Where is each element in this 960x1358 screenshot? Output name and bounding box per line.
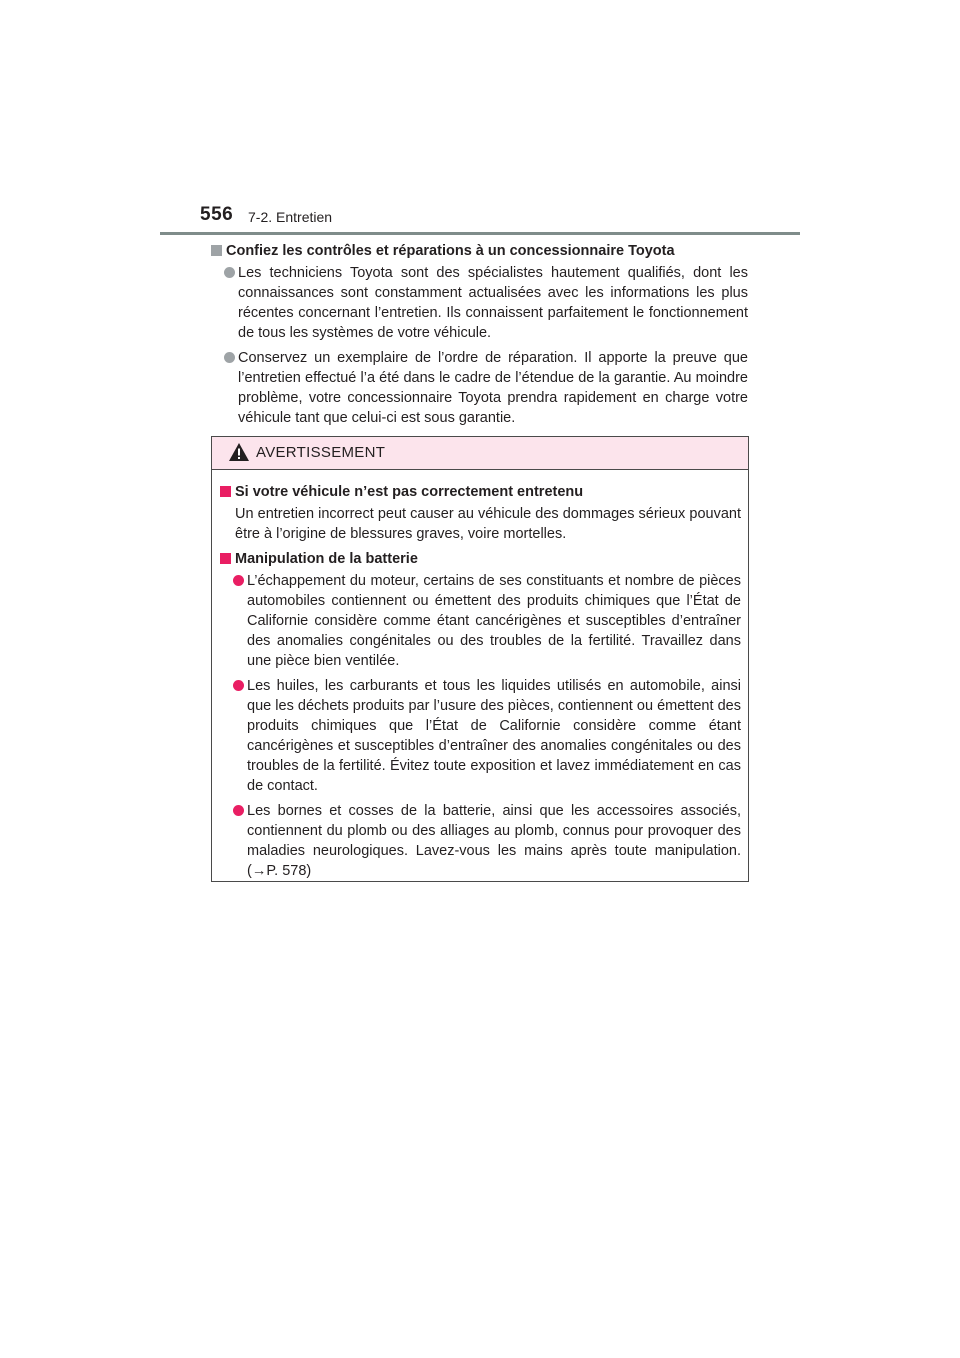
circle-bullet-icon: [224, 267, 235, 278]
circle-bullet-icon: [233, 680, 244, 691]
main-heading-text: Confiez les contrôles et réparations à un concessionnaire Toyota: [226, 243, 675, 259]
main-heading: [210, 241, 748, 261]
warning-box: [211, 436, 749, 882]
list-item-text: Les huiles, les carburants et tous les liquides utilisés en automobile, ainsi que les déchets produits par l’usure des pièces, contiennent ou émettent des produits chimiques que l’État de Californie considère comme étant cancérigènes et susceptibles d’entraîner des anomalies congénitales ou des troubles de la fertilité. Évitez toute exposition et lavez immédiatement en cas de contact.: [247, 678, 741, 794]
circle-bullet-icon: [224, 352, 235, 363]
list-item: [219, 571, 741, 671]
list-item-text: Les bornes et cosses de la batterie, ainsi que les accessoires associés, contiennent du plomb ou des alliages au plomb, connus pour provoquer des maladies neurologiques. Lavez-vous les mains après toute manipulation. (→P. 578): [247, 803, 741, 879]
list-item: [210, 263, 748, 343]
header-rule: [160, 232, 800, 235]
circle-bullet-icon: [233, 575, 244, 586]
warning-section-heading-text: Manipulation de la batterie: [235, 551, 418, 567]
list-item: [210, 348, 748, 428]
warning-header: [212, 437, 748, 470]
warning-title: AVERTISSEMENT: [256, 444, 386, 461]
main-content: [210, 241, 748, 433]
square-bullet-icon: [220, 486, 231, 497]
warning-section-heading-text: Si votre véhicule n’est pas correctement entretenu: [235, 484, 584, 500]
warning-section-heading: [219, 549, 741, 569]
warning-paragraph: Un entretien incorrect peut causer au véhicule des dommages sérieux pouvant être à l’origine de blessures graves, voire mortelles.: [235, 506, 741, 542]
warning-triangle-icon: [228, 442, 250, 462]
page-header: [200, 200, 800, 236]
list-item: [219, 676, 741, 796]
list-item-text: Les techniciens Toyota sont des spécialistes hautement qualifiés, dont les connaissances sont constamment actualisées avec les informations les plus récentes concernant l’entretien. Ils connaissent parfaitement le fonctionnement de tous les systèmes de votre véhicule.: [238, 265, 748, 341]
warning-body: [212, 470, 748, 881]
circle-bullet-icon: [233, 805, 244, 816]
list-item-text: L’échappement du moteur, certains de ses constituants et nombre de pièces automobiles contiennent ou émettent des produits chimiques que l’État de Californie considère comme étant cancérigènes et susceptibles d’entraîner des anomalies congénitales ou des troubles de la fertilité. Travaillez dans une pièce bien ventilée.: [247, 573, 741, 669]
list-item: [219, 801, 741, 881]
section-title: 7-2. Entretien: [248, 209, 333, 225]
list-item-text: Conservez un exemplaire de l’ordre de réparation. Il apporte la preuve que l’entretien effectué l’a été dans le cadre de l’étendue de la garantie. Au moindre problème, votre concessionnaire Toyota prendra rapidement en charge votre véhicule tant que celui-ci est sous garantie.: [238, 350, 748, 426]
page-number: 556: [200, 204, 234, 225]
square-bullet-icon: [220, 553, 231, 564]
warning-section-heading: [219, 482, 741, 502]
square-bullet-icon: [211, 245, 222, 256]
